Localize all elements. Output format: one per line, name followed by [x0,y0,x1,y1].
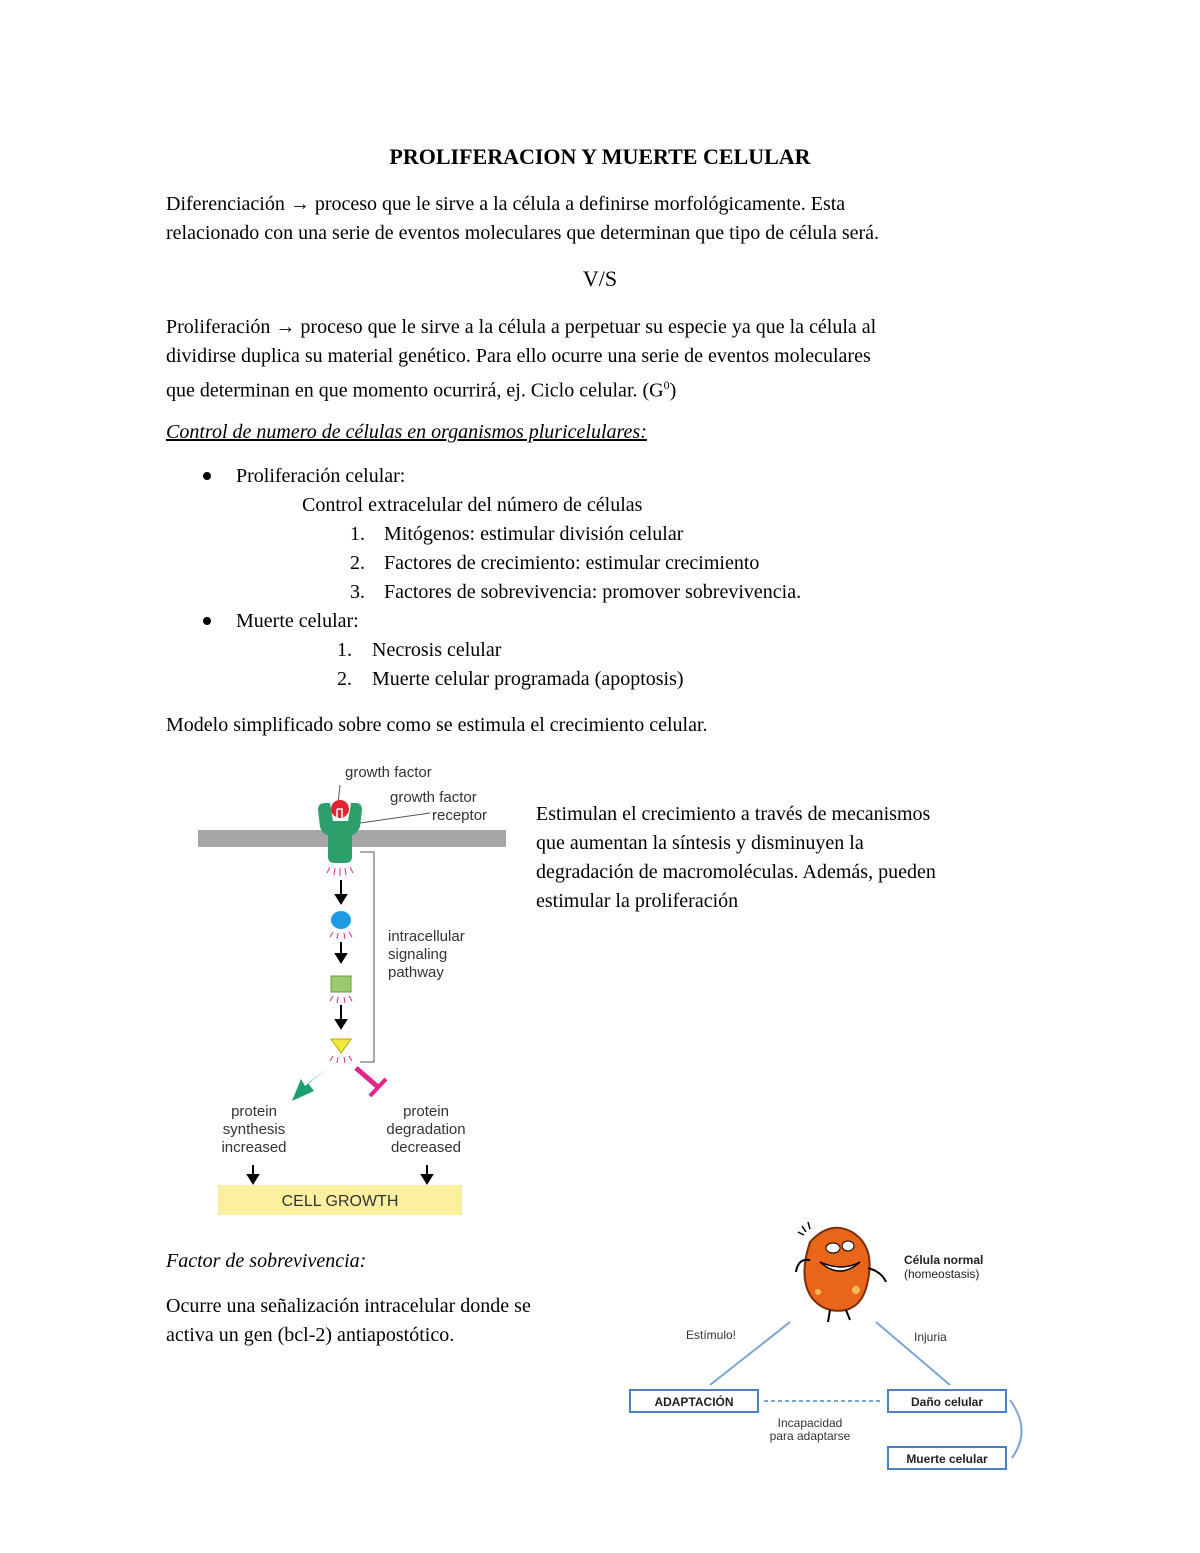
synthesis-arrow [292,1067,330,1101]
list-item-number: 1. [350,523,365,545]
diferenciacion-line-2: relacionado con una serie de eventos moleculares que determinan que tipo de célula será. [166,222,880,244]
page-title: PROLIFERACION Y MUERTE CELULAR [389,144,811,169]
factor-line-2: activa un gen (bcl-2) antiapostótico. [166,1324,455,1346]
activation-rays [330,996,352,1003]
diferenciacion-text: proceso que le sirve a la célula a definirse morfológicamente. Esta [309,193,846,215]
proliferacion-line-1 [166,313,876,342]
factor-heading: Factor de sobrevivencia: [166,1250,367,1272]
proliferacion-line-3 [166,371,676,406]
growth-factor-label: growth factor [345,764,432,781]
synthesis-label-3: increased [221,1139,287,1156]
bullet-muerte-label: Muerte celular: [236,610,359,632]
curved-connector [1010,1400,1022,1458]
pathway-label-2: signaling [388,946,448,963]
growth-signaling-diagram [190,755,520,1225]
normal-cell-label-2: (homeostasis) [904,1267,980,1281]
list-item-number: 2. [350,552,365,574]
leader-line [360,813,430,823]
signal-arrows [336,880,346,1028]
cell-growth-label: CELL GROWTH [281,1193,399,1210]
bullet-dot [203,617,211,625]
modelo-text: Modelo simplificado sobre como se estimula el crecimiento celular. [166,714,708,736]
proliferacion-line-2: dividirse duplica su material genético. Para ello ocurre una serie de eventos moleculares [166,345,871,367]
list-item: Factores de sobrevivencia: promover sobrevivencia. [384,581,802,603]
list-item: Necrosis celular [372,639,502,661]
synthesis-label-1: protein [231,1103,277,1120]
bullet-proliferacion-sublabel: Control extracelular del número de células [302,494,643,516]
activation-rays [330,932,352,939]
list-item-number: 2. [337,668,352,690]
estimulo-label: Estímulo! [686,1328,737,1342]
dano-label: Daño celular [910,1395,984,1409]
degradation-label-2: degradation [386,1121,466,1138]
incapacidad-label-1: Incapacidad [777,1416,843,1430]
estimulan-line-1: Estimulan el crecimiento a través de mecanismos [536,803,931,825]
pathway-label-1: intracellular [388,928,465,945]
signal-protein-square [331,976,351,992]
degradation-label-1: protein [403,1103,449,1120]
diferenciacion-term: Diferenciación [166,193,285,215]
injuria-label: Injuria [914,1330,947,1344]
superscript: 0 [663,378,670,392]
paren-close: ) [669,379,677,402]
muerte-label: Muerte celular [906,1452,988,1466]
list-item-number: 3. [350,581,365,603]
cell-adaptation-diagram [620,1210,1040,1475]
adaptacion-label: ADAPTACIÓN [654,1395,734,1409]
estimulan-line-3: degradación de macromoléculas. Además, pueden [536,861,936,883]
pathway-label-3: pathway [388,964,444,981]
pathway-bracket [360,852,374,1062]
synthesis-label-2: synthesis [222,1121,286,1138]
proliferacion-line-3-text: que determinan en que momento ocurrirá, ej. Ciclo celular. (G [166,379,664,402]
activation-rays [330,1056,352,1063]
bullet-dot [203,472,211,480]
list-item-number: 1. [337,639,352,661]
list-item: Muerte celular programada (apoptosis) [372,668,684,690]
outcome-arrows [248,1165,432,1183]
activation-rays [327,867,353,876]
list-item: Factores de crecimiento: estimular crecimiento [384,552,760,574]
diferenciacion-line-1 [166,190,845,219]
proliferacion-term: Proliferación [166,316,271,338]
list-item: Mitógenos: estimular división celular [384,523,684,545]
vs-label: V/S [582,266,618,291]
degradation-inhibitor [356,1068,378,1087]
signal-protein-triangle [331,1039,351,1053]
estimulan-line-4: estimular la proliferación [536,890,739,912]
arrow-right-icon: → [275,316,296,338]
estimulan-line-2: que aumentan la síntesis y disminuyen la [536,832,864,854]
receptor-label-2: receptor [432,807,488,824]
control-heading: Control de numero de células en organismos pluricelulares: [166,421,647,443]
signal-protein-circle [331,911,351,929]
normal-cell-label-1: Célula normal [904,1253,984,1267]
factor-line-1: Ocurre una señalización intracelular donde se [166,1295,531,1317]
proliferacion-text: proceso que le sirve a la célula a perpetuar su especie ya que la célula al [295,316,877,338]
cartoon-cell-illustration [796,1222,886,1322]
arrow-right-icon: → [289,193,310,215]
bullet-proliferacion-label: Proliferación celular: [236,465,406,487]
incapacidad-label-2: para adaptarse [769,1429,851,1443]
receptor-label-1: growth factor [390,789,477,806]
degradation-label-3: decreased [390,1139,462,1156]
